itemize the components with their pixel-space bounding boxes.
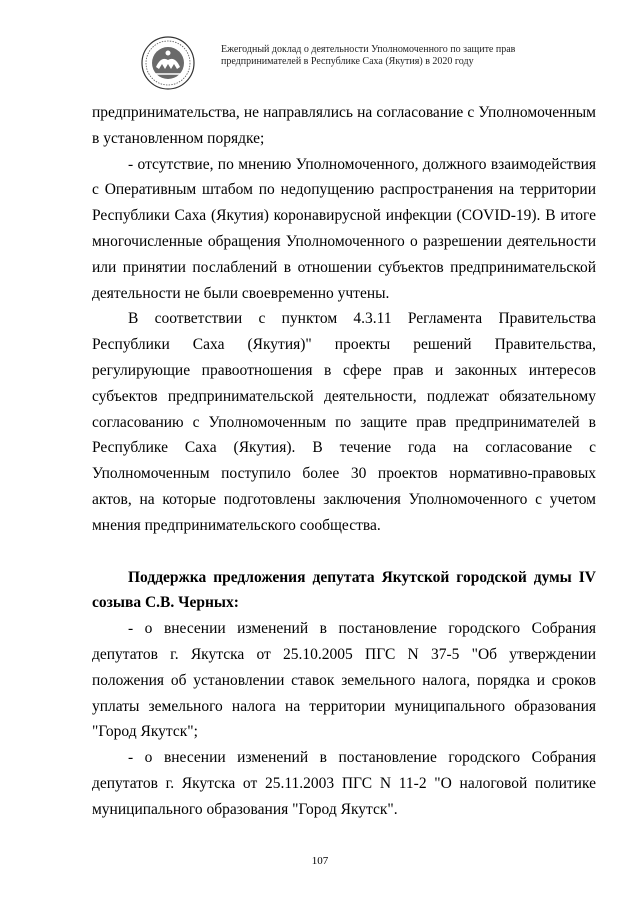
paragraph-3: В соответствии с пунктом 4.3.11 Регламента Правительства Республики Саха (Якутия)" проекты решений Правительства, регулирующие правоотношения в сфере прав и законных интересов субъектов предпринимательской деятельности, подлежат обязательному согласованию с Уполномоченным по защите прав предпринимателей в Республике Саха (Якутия). В течение года на согласование с Уполномоченным поступило более 30 проектов нормативно-правовых актов, на которые подготовлены заключения Уполномоченного с учетом мнения предпринимательского сообщества. <box>92 310 596 534</box>
header-line-1: Ежегодный доклад о деятельности Уполномоченного по защите прав <box>221 44 516 55</box>
paragraph-2: - отсутствие, по мнению Уполномоченного, должного взаимодействия с Оперативным штабом по недопущению распространения на территории Республики Саха (Якутия) коронавирусной инфекции (COVID-19). В итоге многочисленные обращения Уполномоченного о разрешении деятельности или принятии послаблений в отношении субъектов предпринимательской деятельности не были своевременно учтены. <box>92 155 596 302</box>
paragraph-1: предпринимательства, не направлялись на согласование с Уполномоченным в установленном порядке; <box>92 104 596 147</box>
header-title <box>221 44 561 68</box>
page-header <box>141 36 561 92</box>
document-body <box>92 100 596 823</box>
paragraph-5: - о внесении изменений в постановление городского Собрания депутатов г. Якутска от 25.11.2003 ПГС N 11-2 "О налоговой политике муниципального образования "Город Якутск". <box>92 749 596 818</box>
header-line-2: предпринимателей в Республике Саха (Якутия) в 2020 году <box>221 56 474 67</box>
section-heading: Поддержка предложения депутата Якутской городской думы IV созыва С.В. Черных: <box>92 568 596 612</box>
page-number: 107 <box>311 855 329 867</box>
paragraph-4: - о внесении изменений в постановление городского Собрания депутатов г. Якутска от 25.10.2005 ПГС N 37-5 "Об утверждении положения об установлении ставок земельного налога, порядка и сроков уплаты земельного налога на территории муниципального образования "Город Якутск"; <box>92 620 596 741</box>
coat-of-arms-icon <box>141 36 195 90</box>
